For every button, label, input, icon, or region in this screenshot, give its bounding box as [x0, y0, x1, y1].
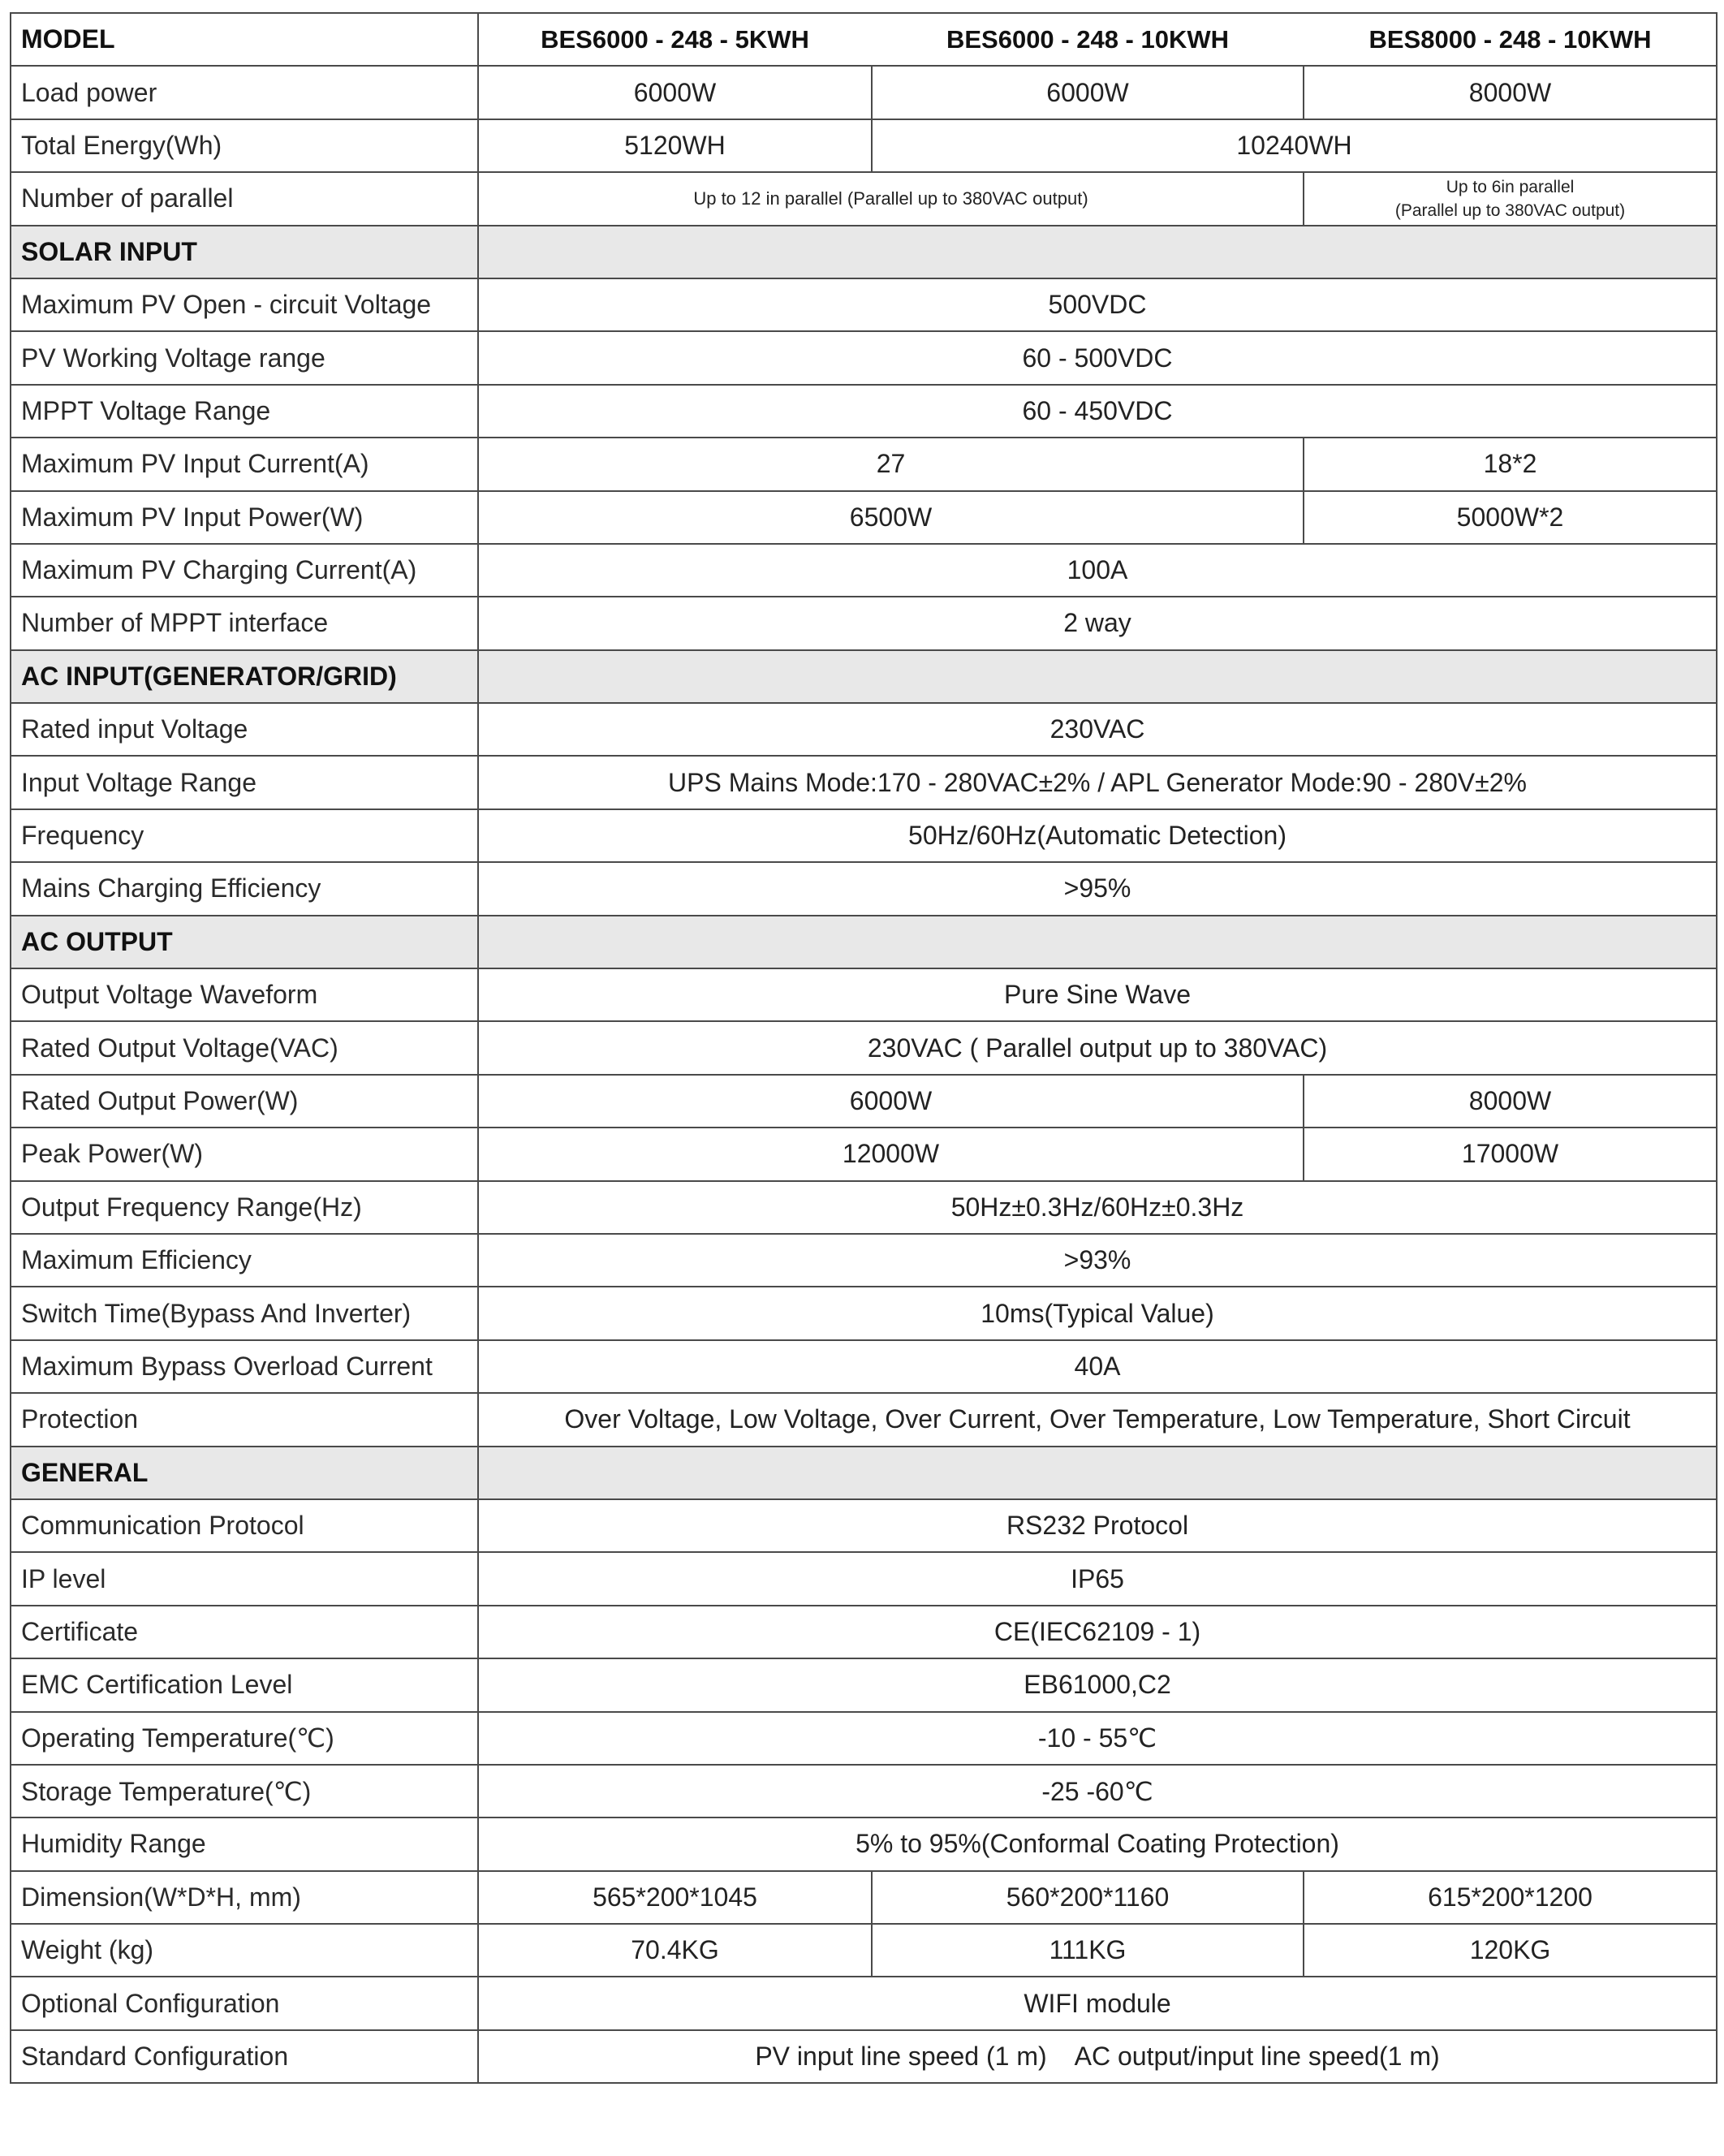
table-row: [11, 1818, 1717, 1870]
table-row: [11, 1765, 1717, 1818]
cell-value: 230VAC ( Parallel output up to 380VAC): [478, 1021, 1717, 1074]
table-row: [11, 968, 1717, 1021]
section-header-row: [11, 226, 1717, 278]
cell-value: 8000W: [1304, 66, 1717, 119]
table-row: [11, 1021, 1717, 1074]
section-title: GENERAL: [11, 1447, 478, 1499]
table-row: [11, 862, 1717, 915]
cell-value: RS232 Protocol: [478, 1499, 1717, 1552]
cell-value: -25 -60℃: [478, 1765, 1717, 1818]
cell-value: EB61000,C2: [478, 1658, 1717, 1711]
cell-value: 10240WH: [872, 119, 1717, 172]
row-label: Rated input Voltage: [11, 703, 478, 756]
cell-value: WIFI module: [478, 1977, 1717, 2029]
cell-part: AC output/input line speed(1 m): [1074, 2042, 1440, 2072]
table-row: [11, 66, 1717, 119]
table-row: [11, 597, 1717, 649]
cell-value: CE(IEC62109 - 1): [478, 1606, 1717, 1658]
row-label: Maximum Efficiency: [11, 1234, 478, 1287]
model-header-label: MODEL: [11, 13, 478, 66]
cell-value: -10 - 55℃: [478, 1712, 1717, 1765]
row-label: Optional Configuration: [11, 1977, 478, 2029]
table-row: [11, 1977, 1717, 2029]
cell-value: 111KG: [872, 1924, 1304, 1977]
row-label: Peak Power(W): [11, 1128, 478, 1180]
cell-value: 5000W*2: [1304, 491, 1717, 544]
table-row: [11, 1871, 1717, 1924]
cell-value: 560*200*1160: [872, 1871, 1304, 1924]
cell-value: 60 - 500VDC: [478, 331, 1717, 384]
cell-line: Up to 6in parallel: [1446, 177, 1575, 196]
row-label: MPPT Voltage Range: [11, 385, 478, 438]
table-row: [11, 1287, 1717, 1339]
row-label: Humidity Range: [11, 1818, 478, 1870]
row-label: Rated Output Voltage(VAC): [11, 1021, 478, 1074]
cell-value: 6000W: [872, 66, 1304, 119]
row-label: Maximum PV Input Power(W): [11, 491, 478, 544]
table-row: [11, 809, 1717, 862]
table-row: [11, 1181, 1717, 1234]
cell-value: 18*2: [1304, 438, 1717, 490]
row-label: Input Voltage Range: [11, 756, 478, 808]
table-row: [11, 1393, 1717, 1446]
cell-value: 40A: [478, 1340, 1717, 1393]
cell-line: (Parallel up to 380VAC output): [1394, 201, 1626, 220]
section-header-row: [11, 916, 1717, 968]
table-row: [11, 1128, 1717, 1180]
cell-value: 27: [478, 438, 1304, 490]
row-label: Output Frequency Range(Hz): [11, 1181, 478, 1234]
specification-table: [10, 12, 1718, 2084]
cell-value: [1304, 172, 1717, 225]
table-row: [11, 1924, 1717, 1977]
table-row: [11, 331, 1717, 384]
table-row: [11, 544, 1717, 597]
table-row: [11, 385, 1717, 438]
table-row: [11, 703, 1717, 756]
row-label: EMC Certification Level: [11, 1658, 478, 1711]
row-label: Rated Output Power(W): [11, 1075, 478, 1128]
table-row: [11, 2030, 1717, 2083]
cell-value: 8000W: [1304, 1075, 1717, 1128]
section-title: AC OUTPUT: [11, 916, 478, 968]
table-row: [11, 1712, 1717, 1765]
cell-value: 17000W: [1304, 1128, 1717, 1180]
cell-value: 10ms(Typical Value): [478, 1287, 1717, 1339]
table-row: [11, 1552, 1717, 1605]
section-fill: [478, 650, 1717, 703]
section-fill: [478, 1447, 1717, 1499]
row-label: Number of MPPT interface: [11, 597, 478, 649]
cell-value: 565*200*1045: [478, 1871, 872, 1924]
row-label: Maximum PV Input Current(A): [11, 438, 478, 490]
table-header-row: [11, 13, 1717, 66]
cell-value: 50Hz±0.3Hz/60Hz±0.3Hz: [478, 1181, 1717, 1234]
row-label: Output Voltage Waveform: [11, 968, 478, 1021]
row-label: Storage Temperature(℃): [11, 1765, 478, 1818]
cell-value: 50Hz/60Hz(Automatic Detection): [478, 809, 1717, 862]
row-label: PV Working Voltage range: [11, 331, 478, 384]
table-row: [11, 756, 1717, 808]
table-row: [11, 1234, 1717, 1287]
cell-value: 120KG: [1304, 1924, 1717, 1977]
cell-value: 615*200*1200: [1304, 1871, 1717, 1924]
row-label: Frequency: [11, 809, 478, 862]
cell-value: Over Voltage, Low Voltage, Over Current, Over Temperature, Low Temperature, Short Circuit: [478, 1393, 1717, 1446]
row-label: Mains Charging Efficiency: [11, 862, 478, 915]
table-row: [11, 278, 1717, 331]
row-label: Communication Protocol: [11, 1499, 478, 1552]
section-header-row: [11, 1447, 1717, 1499]
cell-value: 6500W: [478, 491, 1304, 544]
section-fill: [478, 916, 1717, 968]
section-fill: [478, 226, 1717, 278]
row-label: Number of parallel: [11, 172, 478, 225]
row-label: Maximum PV Charging Current(A): [11, 544, 478, 597]
table-row: [11, 1340, 1717, 1393]
cell-value: 70.4KG: [478, 1924, 872, 1977]
section-header-row: [11, 650, 1717, 703]
table-row: [11, 1075, 1717, 1128]
cell-value: >93%: [478, 1234, 1717, 1287]
table-row: [11, 119, 1717, 172]
row-label: Switch Time(Bypass And Inverter): [11, 1287, 478, 1339]
cell-value: >95%: [478, 862, 1717, 915]
cell-value: [478, 2030, 1717, 2083]
row-label: Dimension(W*D*H, mm): [11, 1871, 478, 1924]
cell-value: 5% to 95%(Conformal Coating Protection): [478, 1818, 1717, 1870]
cell-value: IP65: [478, 1552, 1717, 1605]
cell-value: 500VDC: [478, 278, 1717, 331]
section-title: AC INPUT(GENERATOR/GRID): [11, 650, 478, 703]
row-label: Certificate: [11, 1606, 478, 1658]
table-row: [11, 1658, 1717, 1711]
cell-value: Pure Sine Wave: [478, 968, 1717, 1021]
row-label: IP level: [11, 1552, 478, 1605]
section-title: SOLAR INPUT: [11, 226, 478, 278]
cell-part: PV input line speed (1 m): [755, 2042, 1047, 2072]
table-row: [11, 438, 1717, 490]
cell-value: Up to 12 in parallel (Parallel up to 380VAC output): [478, 172, 1304, 225]
cell-value: 100A: [478, 544, 1717, 597]
cell-value: 12000W: [478, 1128, 1304, 1180]
model-name-3: BES8000 - 248 - 10KWH: [1304, 13, 1717, 66]
table-row: [11, 491, 1717, 544]
row-label: Total Energy(Wh): [11, 119, 478, 172]
cell-value: 2 way: [478, 597, 1717, 649]
model-name-1: BES6000 - 248 - 5KWH: [478, 13, 872, 66]
cell-value: 5120WH: [478, 119, 872, 172]
row-label: Operating Temperature(℃): [11, 1712, 478, 1765]
cell-value: 60 - 450VDC: [478, 385, 1717, 438]
cell-value: 6000W: [478, 1075, 1304, 1128]
row-label: Weight (kg): [11, 1924, 478, 1977]
cell-value: 230VAC: [478, 703, 1717, 756]
row-label: Maximum Bypass Overload Current: [11, 1340, 478, 1393]
row-label: Protection: [11, 1393, 478, 1446]
table-row: [11, 1499, 1717, 1552]
model-name-2: BES6000 - 248 - 10KWH: [872, 13, 1304, 66]
table-row: [11, 172, 1717, 225]
row-label: Load power: [11, 66, 478, 119]
row-label: Maximum PV Open - circuit Voltage: [11, 278, 478, 331]
table-row: [11, 1606, 1717, 1658]
row-label: Standard Configuration: [11, 2030, 478, 2083]
cell-value: 6000W: [478, 66, 872, 119]
cell-value: UPS Mains Mode:170 - 280VAC±2% / APL Generator Mode:90 - 280V±2%: [478, 756, 1717, 808]
